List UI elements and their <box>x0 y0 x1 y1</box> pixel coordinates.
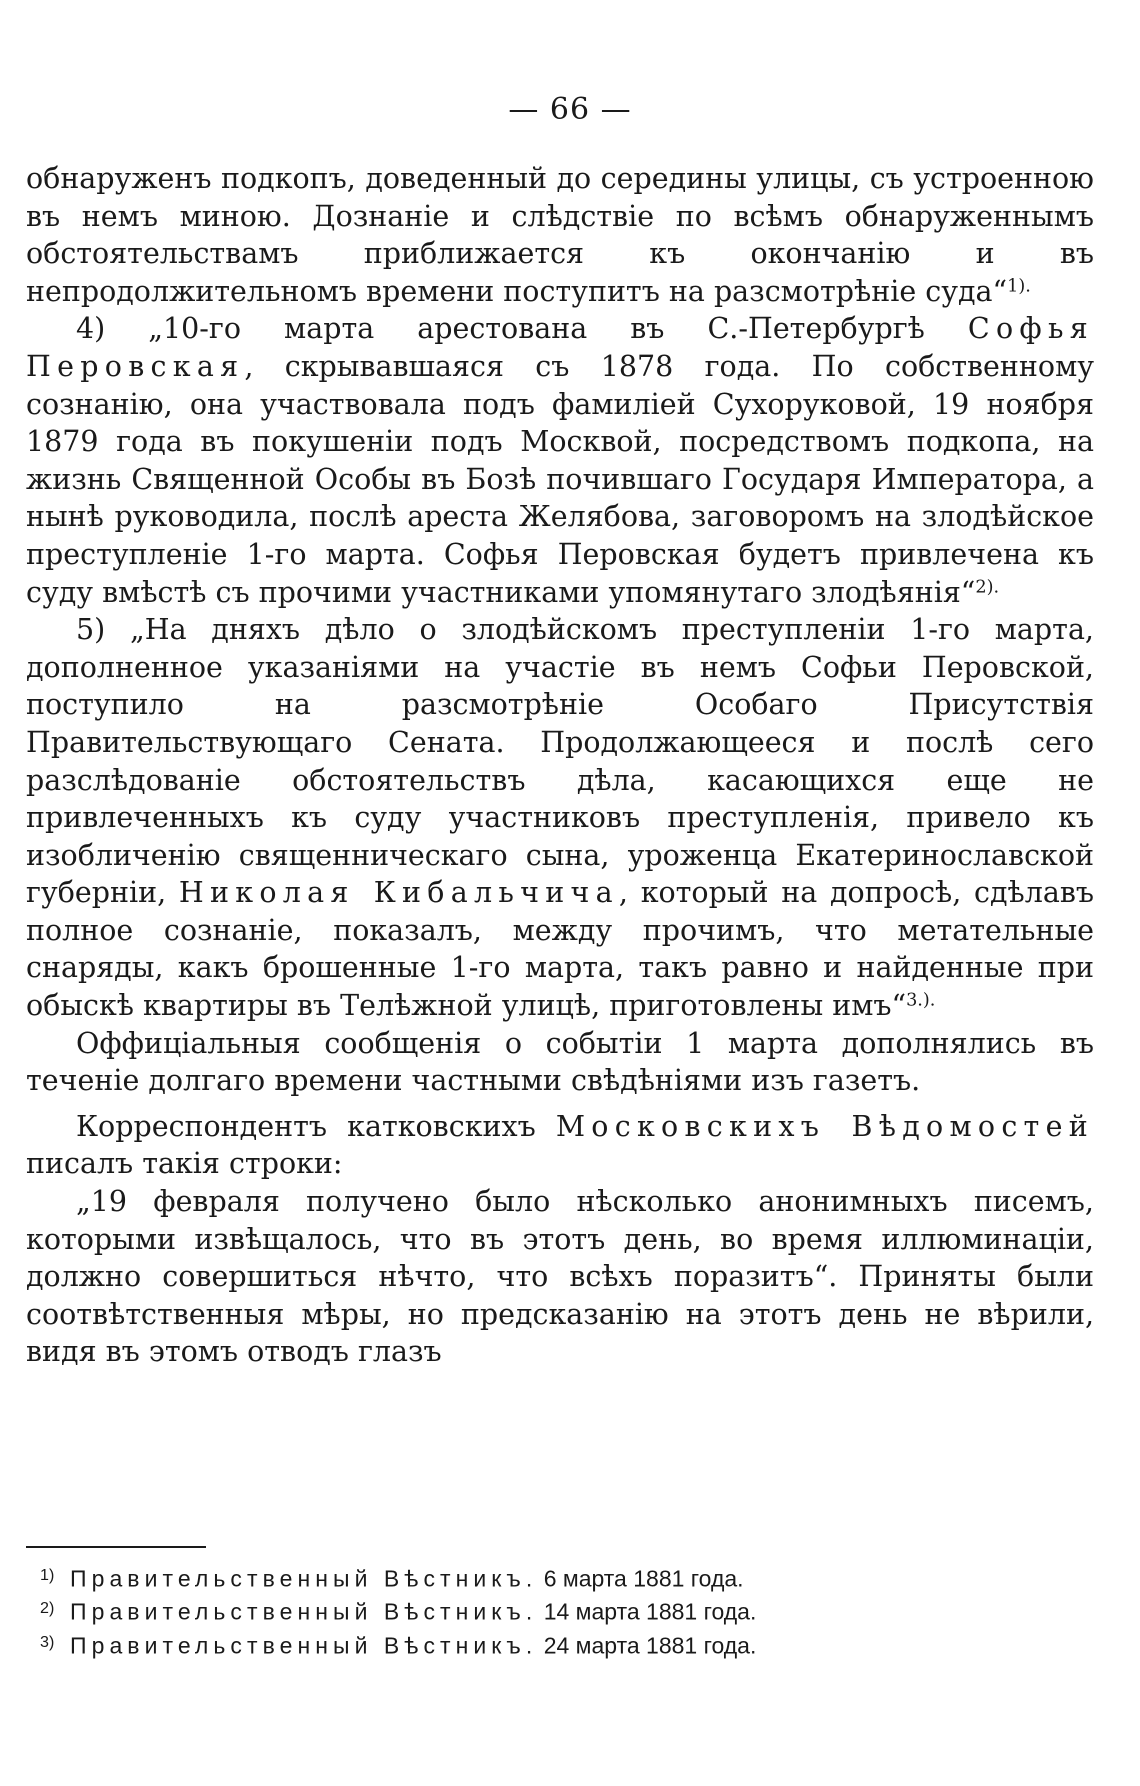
paragraph-3 <box>26 611 1094 1025</box>
footnote-source: Правительственный Вѣстникъ. <box>70 1565 538 1592</box>
paragraph-1 <box>26 160 1094 310</box>
paragraph-3-text-start: 5) „На дняхъ дѣло о злодѣйскомъ преступленіи 1-го марта, дополненное указаніями на участіе въ немъ Софьи Перовской, поступило на разсмотрѣніе Особаго Присутствія Правительствующаго Сената. Продолжающееся и послѣ сего разслѣдованіе обстоятельствъ дѣла, касающихся еще не привлеченныхъ къ суду участниковъ преступленія, привело къ изобличенію священническаго сына, уроженца Екатеринославской губерніи, <box>26 613 1094 910</box>
page-number: — 66 — <box>508 92 632 127</box>
footnote-ref-3: 3.). <box>906 990 936 1011</box>
paragraph-6 <box>26 1183 1094 1371</box>
paragraph-5-text-end: писалъ такія строки: <box>26 1147 343 1181</box>
footnote-marker: 1) <box>40 1566 55 1584</box>
spaced-name-kibalchich: Николая Кибальчича <box>178 876 619 910</box>
spaced-name-perovskaya: Софья Перовская <box>26 312 1094 383</box>
paragraph-2 <box>26 310 1094 611</box>
paragraph-3-text-end: , который на допросѣ, сдѣлавъ полное сознаніе, показалъ, между прочимъ, что метательные снаряды, какъ брошенные 1-го марта, такъ равно и найденные при обыскѣ квартиры въ Телѣжной улицѣ, приготовлены имъ“ <box>26 876 1095 1023</box>
paragraph-4-text: Оффиціальныя сообщенія о событіи 1 марта дополнялись въ теченіе долгаго времени частными свѣдѣніями изъ газетъ. <box>26 1026 1094 1098</box>
footnote-date: 14 марта 1881 года. <box>543 1598 757 1625</box>
footnote-date: 6 марта 1881 года. <box>543 1565 744 1592</box>
paragraph-2-text-end: , скрывавшаяся съ 1878 года. По собственному сознанію, она участвовала подъ фамиліей Сухоруковой, 19 ноября 1879 года въ покушеніи подъ Москвой, посредствомъ подкопа, на жизнь Священной Особы въ Бозѣ почившаго Государя Императора, а нынѣ руководила, послѣ ареста Желябова, заговоромъ на злодѣйское преступленіе 1-го марта. Софья Перовская будетъ привлечена къ суду вмѣстѣ съ прочими участниками упомянутаго злодѣянія“ <box>26 349 1094 609</box>
footnote-source: Правительственный Вѣстникъ. <box>70 1632 538 1659</box>
footnote-2 <box>40 1593 1100 1626</box>
paragraph-2-text-start: 4) „10-го марта арестована въ С.-Петербургѣ <box>76 312 968 346</box>
body-text <box>26 160 1094 1371</box>
paragraph-6-text: „19 февраля получено было нѣсколько анонимныхъ писемъ, которыми извѣщалось, что въ этотъ день, во время иллюминаціи, должно совершиться нѣчто, что всѣхъ поразитъ“. Приняты были соотвѣтственныя мѣры, но предсказанію на этотъ день не вѣрили, видя въ этомъ отводъ глазъ <box>26 1185 1094 1369</box>
footnote-date: 24 марта 1881 года. <box>543 1632 757 1659</box>
footnote-marker: 2) <box>40 1599 55 1618</box>
footnotes <box>40 1560 1100 1660</box>
footnote-marker: 3) <box>40 1632 55 1651</box>
footnote-divider <box>26 1546 206 1548</box>
footnote-1 <box>40 1560 1100 1593</box>
spaced-newspaper-title: Московскихъ Вѣдомостей <box>555 1109 1094 1143</box>
footnote-source: Правительственный Вѣстникъ. <box>70 1598 538 1625</box>
footnote-ref-1: 1). <box>1007 276 1031 297</box>
paragraph-5 <box>26 1108 1094 1183</box>
footnote-3 <box>40 1627 1100 1660</box>
paragraph-4 <box>26 1025 1094 1100</box>
paragraph-5-text-start: Корреспондентъ катковскихъ <box>76 1109 556 1143</box>
paragraph-1-text: обнаруженъ подкопъ, доведенный до середины улицы, съ устроенною въ немъ миною. Дознаніе и слѣдствіе по всѣмъ обнаруженнымъ обстоятельствамъ приближается къ окончанію и въ непродолжительномъ времени поступитъ на разсмотрѣніе суда“ <box>26 162 1094 308</box>
footnote-ref-2: 2). <box>975 576 1000 597</box>
